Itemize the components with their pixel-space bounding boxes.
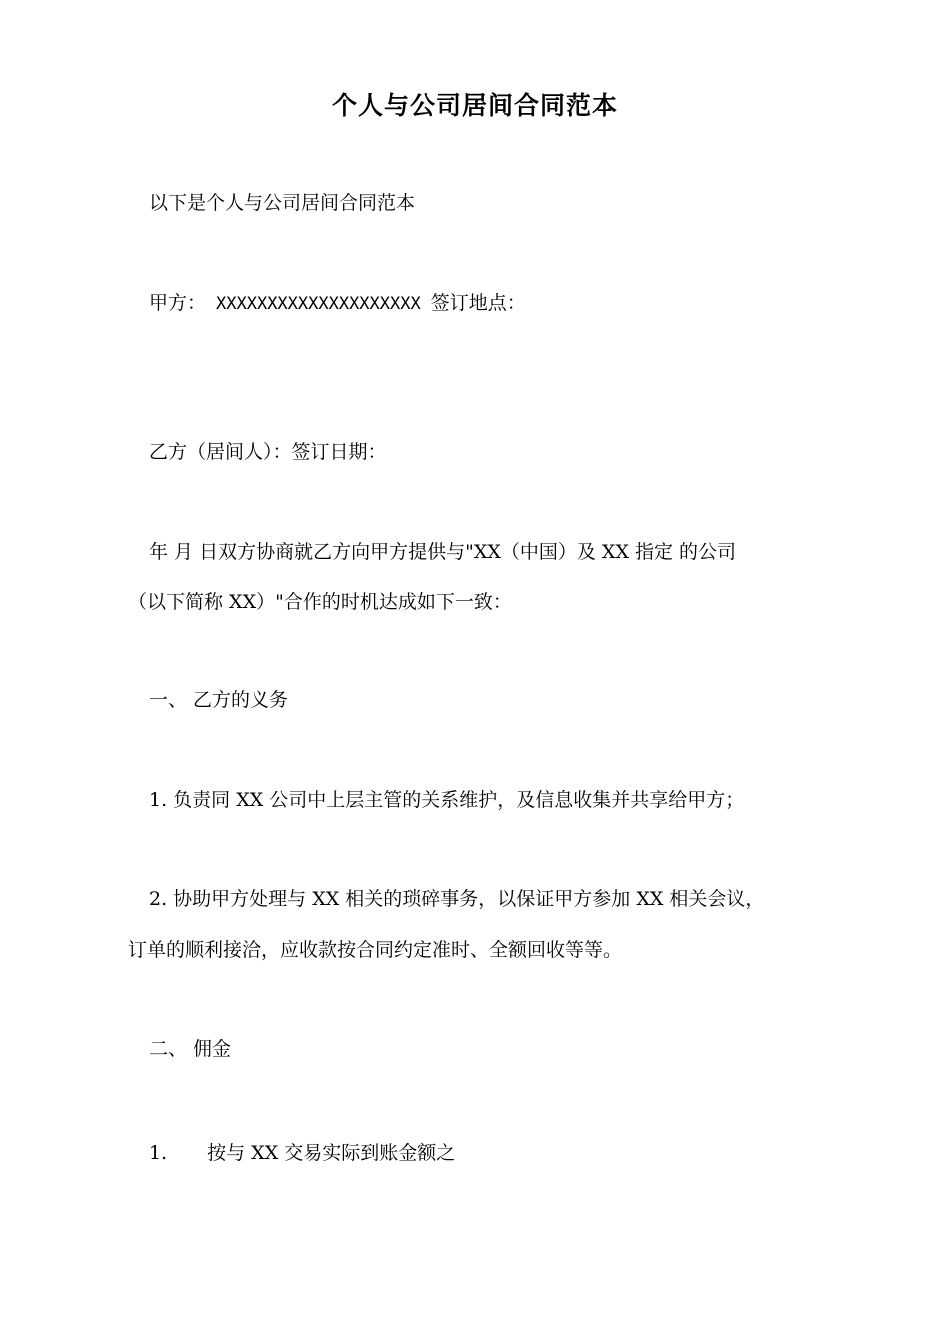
- party-a-value: XXXXXXXXXXXXXXXXXXXX: [216, 294, 421, 314]
- section-2-heading: 二、 佣金: [149, 1038, 232, 1060]
- party-a-line: [149, 291, 526, 316]
- document-title: 个人与公司居间合同范本: [331, 91, 618, 120]
- item-2-1-text: 按与 XX 交易实际到账金额之: [207, 1142, 456, 1164]
- signing-place-label: 签订地点：: [430, 292, 526, 314]
- item-1-2-line-2: 订单的顺利接洽，应收款按合同约定准时、全额回收等等。: [128, 939, 623, 961]
- party-a-label: 甲方：: [149, 292, 207, 314]
- party-b-line: 乙方（居间人）：签订日期：: [149, 441, 387, 463]
- item-1-1: 1. 负责同 XX 公司中上层主管的关系维护，及信息收集并共享给甲方；: [149, 789, 745, 811]
- section-1-heading: 一、 乙方的义务: [149, 689, 289, 711]
- item-2-1: [149, 1141, 455, 1165]
- agreement-line-1: 年 月 日双方协商就乙方向甲方提供与"XX（中国）及 XX 指定 的公司: [149, 541, 737, 563]
- intro-paragraph: 以下是个人与公司居间合同范本: [149, 192, 416, 214]
- item-1-2-line-1: 2. 协助甲方处理与 XX 相关的琐碎事务，以保证甲方参加 XX 相关会议，: [149, 888, 765, 910]
- item-2-1-number: 1.: [149, 1142, 168, 1164]
- agreement-line-2: （以下简称 XX）"合作的时机达成如下一致：: [128, 591, 512, 613]
